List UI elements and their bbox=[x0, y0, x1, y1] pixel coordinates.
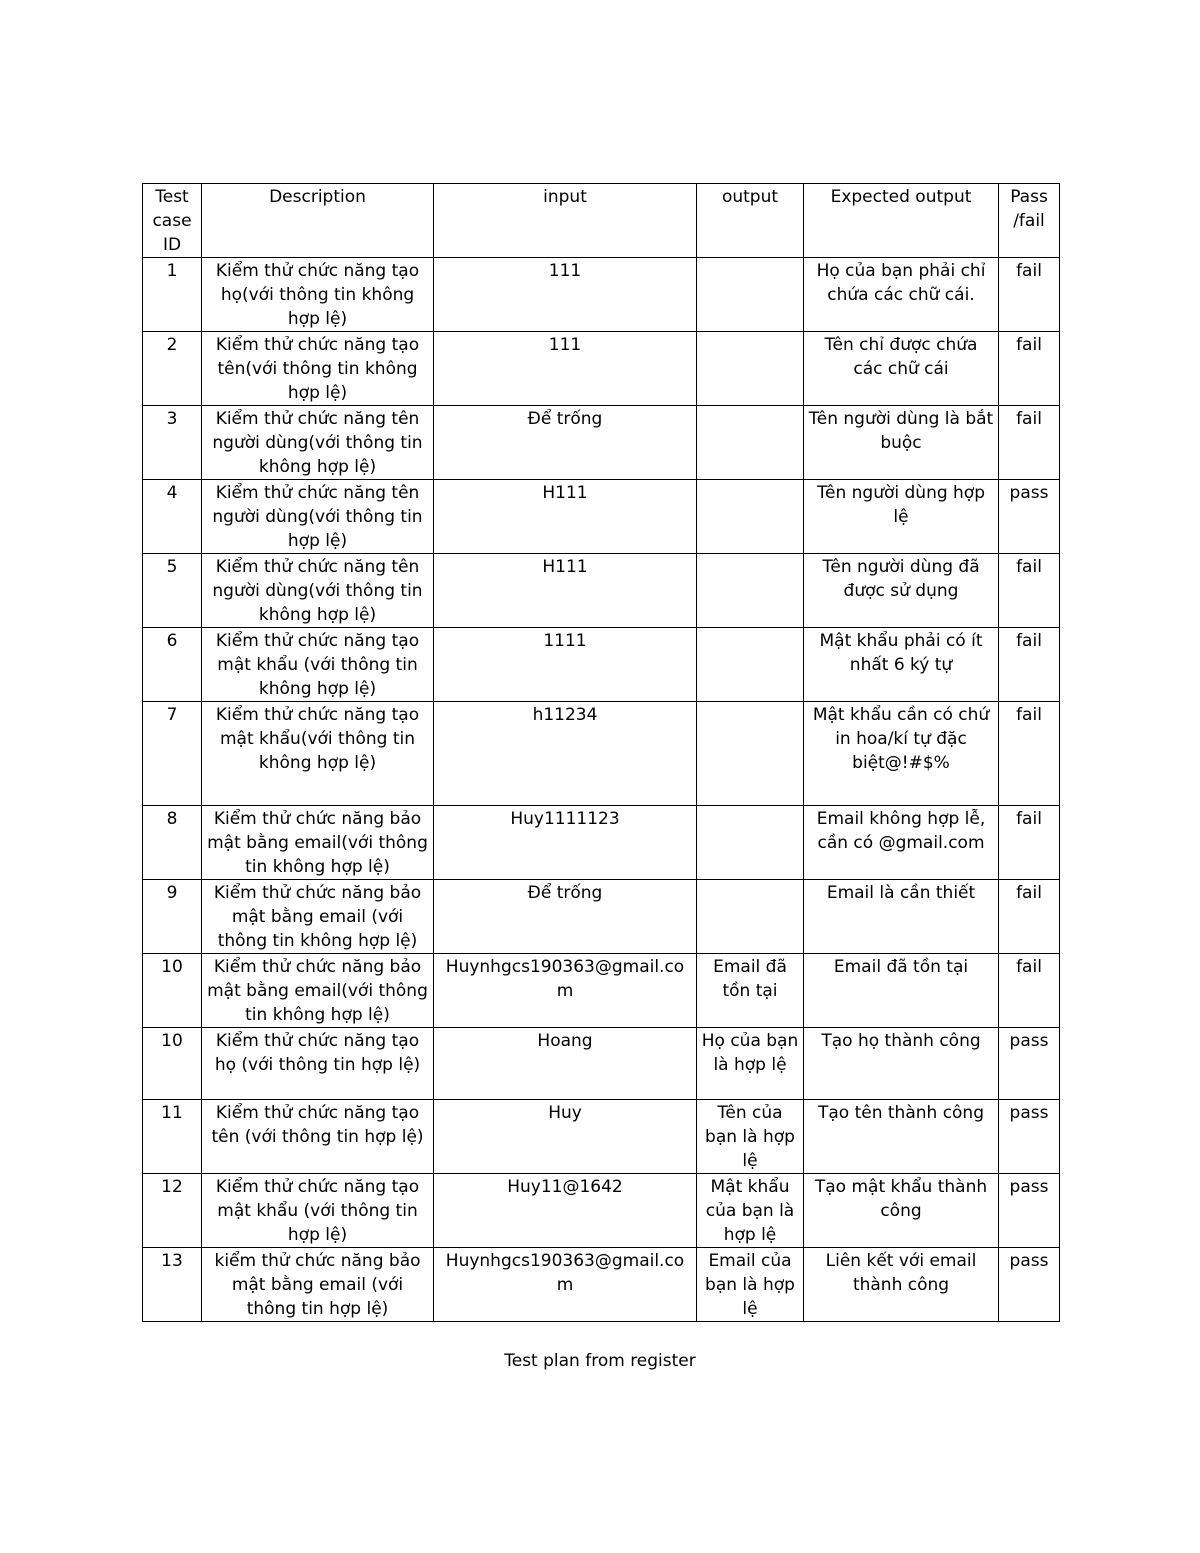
table-row bbox=[143, 806, 1060, 880]
cell-pass-fail: pass bbox=[999, 1100, 1060, 1174]
cell-description: kiểm thử chức năng bảo mật bằng email (với thông tin hợp lệ) bbox=[202, 1248, 434, 1322]
cell-input: H111 bbox=[434, 554, 697, 628]
cell-expected-output: Tên người dùng là bắt buộc bbox=[804, 406, 999, 480]
header-input: input bbox=[434, 184, 697, 258]
table-row bbox=[143, 480, 1060, 554]
cell-description: Kiểm thử chức năng bảo mật bằng email(với thông tin không hợp lệ) bbox=[202, 954, 434, 1028]
cell-pass-fail: fail bbox=[999, 406, 1060, 480]
cell-expected-output: Tạo tên thành công bbox=[804, 1100, 999, 1174]
cell-input: h11234 bbox=[434, 702, 697, 806]
cell-output: Họ của bạn là hợp lệ bbox=[697, 1028, 804, 1100]
table-row bbox=[143, 954, 1060, 1028]
cell-expected-output: Email không hợp lễ, cần có @gmail.com bbox=[804, 806, 999, 880]
header-expected-output: Expected output bbox=[804, 184, 999, 258]
cell-input: Huynhgcs190363@gmail.com bbox=[434, 1248, 697, 1322]
cell-output: Email của bạn là hợp lệ bbox=[697, 1248, 804, 1322]
cell-output bbox=[697, 880, 804, 954]
cell-expected-output: Tên người dùng hợp lệ bbox=[804, 480, 999, 554]
cell-test-case-id: 10 bbox=[143, 1028, 202, 1100]
cell-pass-fail: pass bbox=[999, 1174, 1060, 1248]
cell-test-case-id: 6 bbox=[143, 628, 202, 702]
header-row bbox=[143, 184, 1060, 258]
cell-pass-fail: fail bbox=[999, 554, 1060, 628]
cell-test-case-id: 1 bbox=[143, 258, 202, 332]
cell-description: Kiểm thử chức năng tạo họ (với thông tin hợp lệ) bbox=[202, 1028, 434, 1100]
table-row bbox=[143, 406, 1060, 480]
cell-expected-output: Họ của bạn phải chỉ chứa các chữ cái. bbox=[804, 258, 999, 332]
cell-pass-fail: fail bbox=[999, 258, 1060, 332]
cell-description: Kiểm thử chức năng bảo mật bằng email(với thông tin không hợp lệ) bbox=[202, 806, 434, 880]
cell-description: Kiểm thử chức năng tạo mật khẩu(với thông tin không hợp lệ) bbox=[202, 702, 434, 806]
cell-input: Huynhgcs190363@gmail.com bbox=[434, 954, 697, 1028]
cell-test-case-id: 5 bbox=[143, 554, 202, 628]
cell-test-case-id: 7 bbox=[143, 702, 202, 806]
table-row bbox=[143, 1248, 1060, 1322]
cell-pass-fail: fail bbox=[999, 702, 1060, 806]
cell-test-case-id: 10 bbox=[143, 954, 202, 1028]
cell-test-case-id: 2 bbox=[143, 332, 202, 406]
cell-expected-output: Tên chỉ được chứa các chữ cái bbox=[804, 332, 999, 406]
cell-expected-output: Tạo mật khẩu thành công bbox=[804, 1174, 999, 1248]
table-row bbox=[143, 554, 1060, 628]
cell-input: 111 bbox=[434, 258, 697, 332]
cell-output bbox=[697, 480, 804, 554]
cell-description: Kiểm thử chức năng tạo tên(với thông tin không hợp lệ) bbox=[202, 332, 434, 406]
cell-output: Mật khẩu của bạn là hợp lệ bbox=[697, 1174, 804, 1248]
cell-description: Kiểm thử chức năng tên người dùng(với thông tin không hợp lệ) bbox=[202, 554, 434, 628]
table-row bbox=[143, 702, 1060, 806]
cell-pass-fail: pass bbox=[999, 1248, 1060, 1322]
cell-description: Kiểm thử chức năng tạo tên (với thông tin hợp lệ) bbox=[202, 1100, 434, 1174]
cell-expected-output: Mật khẩu phải có ít nhất 6 ký tự bbox=[804, 628, 999, 702]
test-plan-table bbox=[142, 183, 1060, 1322]
cell-pass-fail: fail bbox=[999, 880, 1060, 954]
cell-test-case-id: 11 bbox=[143, 1100, 202, 1174]
cell-output bbox=[697, 258, 804, 332]
cell-input: Huy1111123 bbox=[434, 806, 697, 880]
cell-description: Kiểm thử chức năng tên người dùng(với thông tin hợp lệ) bbox=[202, 480, 434, 554]
cell-test-case-id: 8 bbox=[143, 806, 202, 880]
cell-test-case-id: 4 bbox=[143, 480, 202, 554]
table-row bbox=[143, 1028, 1060, 1100]
cell-output bbox=[697, 628, 804, 702]
cell-output bbox=[697, 332, 804, 406]
table-caption: Test plan from register bbox=[504, 1351, 696, 1371]
cell-output bbox=[697, 702, 804, 806]
cell-expected-output: Tên người dùng đã được sử dụng bbox=[804, 554, 999, 628]
cell-pass-fail: fail bbox=[999, 806, 1060, 880]
cell-description: Kiểm thử chức năng tạo mật khẩu (với thông tin hợp lệ) bbox=[202, 1174, 434, 1248]
header-pass-fail: Pass /fail bbox=[999, 184, 1060, 258]
cell-test-case-id: 13 bbox=[143, 1248, 202, 1322]
cell-input: Để trống bbox=[434, 406, 697, 480]
cell-input: Để trống bbox=[434, 880, 697, 954]
cell-description: Kiểm thử chức năng tạo mật khẩu (với thông tin không hợp lệ) bbox=[202, 628, 434, 702]
cell-output: Tên của bạn là hợp lệ bbox=[697, 1100, 804, 1174]
cell-input: 1111 bbox=[434, 628, 697, 702]
cell-output bbox=[697, 806, 804, 880]
table-row bbox=[143, 1100, 1060, 1174]
header-output: output bbox=[697, 184, 804, 258]
header-description: Description bbox=[202, 184, 434, 258]
cell-input: H111 bbox=[434, 480, 697, 554]
cell-output bbox=[697, 554, 804, 628]
cell-input: Hoang bbox=[434, 1028, 697, 1100]
cell-pass-fail: pass bbox=[999, 1028, 1060, 1100]
cell-test-case-id: 3 bbox=[143, 406, 202, 480]
cell-expected-output: Mật khẩu cần có chứ in hoa/kí tự đặc biệt@!#$% bbox=[804, 702, 999, 806]
cell-description: Kiểm thử chức năng bảo mật bằng email (với thông tin không hợp lệ) bbox=[202, 880, 434, 954]
cell-expected-output: Liên kết với email thành công bbox=[804, 1248, 999, 1322]
cell-expected-output: Email là cần thiết bbox=[804, 880, 999, 954]
cell-description: Kiểm thử chức năng tạo họ(với thông tin không hợp lệ) bbox=[202, 258, 434, 332]
header-test-case-id: Test case ID bbox=[143, 184, 202, 258]
cell-input: Huy bbox=[434, 1100, 697, 1174]
cell-test-case-id: 9 bbox=[143, 880, 202, 954]
table-row bbox=[143, 258, 1060, 332]
cell-test-case-id: 12 bbox=[143, 1174, 202, 1248]
cell-output: Email đã tồn tại bbox=[697, 954, 804, 1028]
cell-pass-fail: fail bbox=[999, 954, 1060, 1028]
cell-input: 111 bbox=[434, 332, 697, 406]
table-row bbox=[143, 332, 1060, 406]
table-row bbox=[143, 628, 1060, 702]
cell-expected-output: Tạo họ thành công bbox=[804, 1028, 999, 1100]
table-row bbox=[143, 880, 1060, 954]
cell-output bbox=[697, 406, 804, 480]
table-body bbox=[143, 258, 1060, 1322]
cell-pass-fail: fail bbox=[999, 332, 1060, 406]
cell-expected-output: Email đã tồn tại bbox=[804, 954, 999, 1028]
cell-input: Huy11@1642 bbox=[434, 1174, 697, 1248]
cell-pass-fail: fail bbox=[999, 628, 1060, 702]
cell-pass-fail: pass bbox=[999, 480, 1060, 554]
table-row bbox=[143, 1174, 1060, 1248]
cell-description: Kiểm thử chức năng tên người dùng(với thông tin không hợp lệ) bbox=[202, 406, 434, 480]
